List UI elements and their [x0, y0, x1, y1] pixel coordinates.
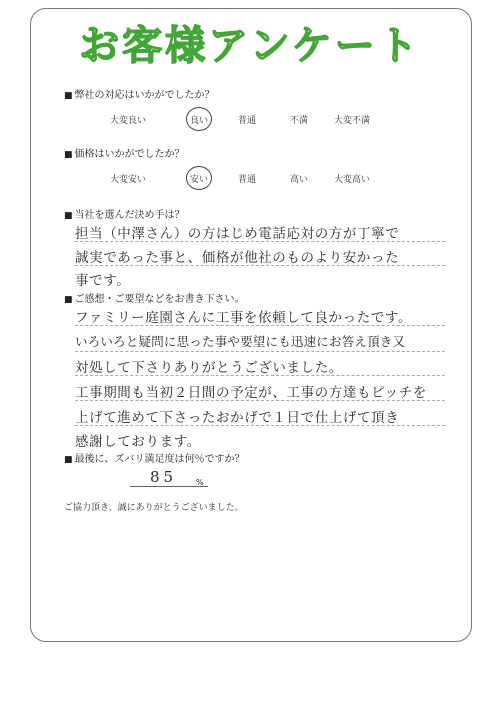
comments-line-5: 上げて進めて下さったおかげで１日で仕上げて頂き: [75, 410, 400, 426]
satisfaction-value[interactable]: 85: [150, 468, 178, 486]
survey-title: お客様アンケート: [79, 23, 421, 69]
question-comments: ■ ご感想・ご要望などをお書き下さい。: [64, 290, 245, 305]
selected-circle-mark: [186, 166, 212, 190]
question-service: ■ 弊社の対応はいかがでしたか？: [64, 86, 215, 101]
answer-rule: [75, 325, 445, 326]
deciding-factor-line-2: 誠実であった事と、価格が他社のものより安かった: [75, 250, 400, 266]
question-deciding-factor: ■ 当社を選んだ決め手は？: [64, 206, 185, 221]
question-price: ■ 価格はいかがでしたか？: [64, 145, 185, 160]
selected-circle-mark: [186, 107, 212, 131]
answer-rule: [75, 265, 445, 266]
service-option-dissatisfied[interactable]: 不満: [290, 116, 309, 126]
answer-rule: [75, 425, 445, 426]
deciding-factor-line-1: 担当（中澤さん）の方はじめ電話応対の方が丁寧で: [75, 226, 400, 242]
answer-rule: [75, 375, 445, 376]
comments-line-2: いろいろと疑問に思った事や要望にも迅速にお答え頂き又: [75, 334, 406, 349]
comments-line-4: 工事期間も当初２日間の予定が、工事の方達もピッチを: [75, 385, 427, 401]
answer-rule: [75, 351, 445, 352]
service-option-good[interactable]: 良い: [190, 113, 208, 126]
price-option-normal[interactable]: 普通: [238, 175, 257, 185]
question-satisfaction: ■ 最後に、ズバリ満足度は何％ですか？: [64, 450, 245, 465]
answer-rule: [75, 400, 445, 401]
price-option-very-expensive[interactable]: 大変高い: [334, 175, 371, 185]
service-option-normal[interactable]: 普通: [238, 116, 257, 126]
comments-line-1: ファミリー庭園さんに工事を依頼して良かったです。: [75, 310, 413, 326]
price-option-cheap[interactable]: 安い: [190, 172, 208, 185]
comments-line-6: 感謝しております。: [75, 434, 201, 450]
service-option-very-good[interactable]: 大変良い: [110, 116, 147, 126]
service-option-very-dissatisfied[interactable]: 大変不満: [334, 116, 371, 126]
percent-unit: %: [196, 478, 204, 487]
answer-rule: [75, 241, 445, 242]
deciding-factor-line-3: 事です。: [75, 273, 131, 289]
thank-you-note: ご協力頂き、誠にありがとうございました。: [64, 503, 244, 513]
price-option-very-cheap[interactable]: 大変安い: [110, 175, 147, 185]
price-option-expensive[interactable]: 高い: [290, 175, 309, 185]
comments-line-3: 対処して下さりありがとうございました。: [75, 360, 343, 376]
